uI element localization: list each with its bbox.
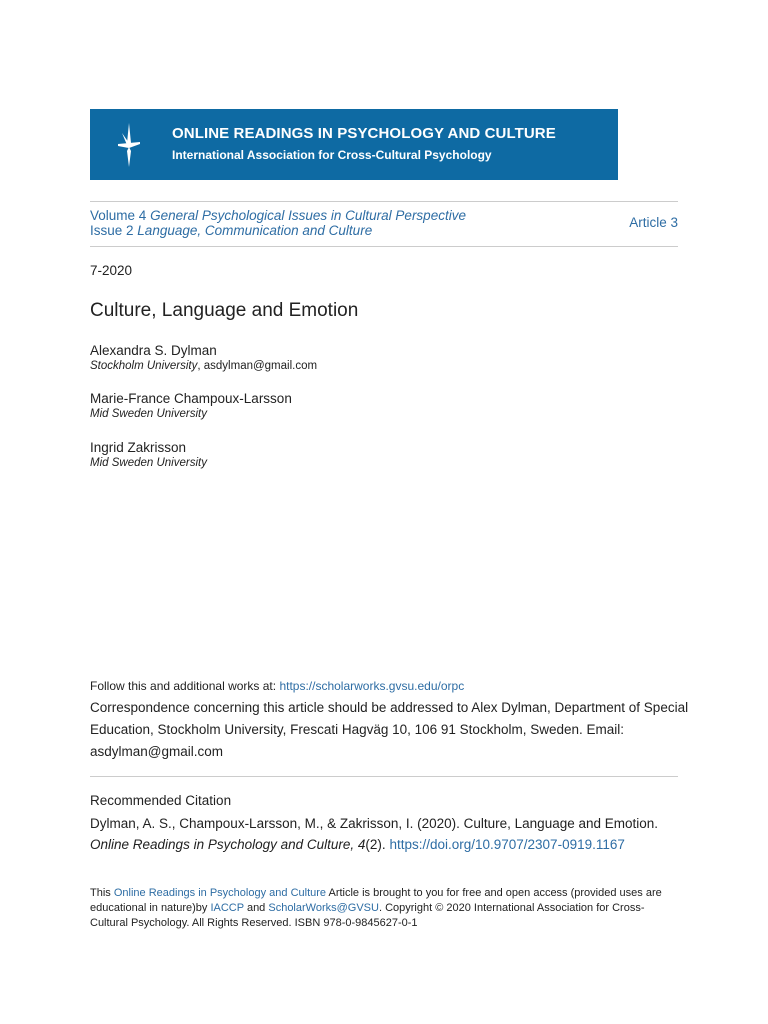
volume-link[interactable]: Volume 4: [90, 208, 147, 223]
article-number-link[interactable]: Article 3: [629, 215, 678, 230]
journal-link[interactable]: Online Readings in Psychology and Culture: [113, 887, 327, 899]
author-block: [90, 439, 207, 471]
correspondence-note: Correspondence concerning this article should be addressed to Alex Dylman, Department of Special Education, Stockholm University, Frescati Hagväg 10, 106 91 Stockholm, Sweden. Email: asdylman@gmail.com: [90, 700, 689, 759]
publication-date: 7-2020: [90, 263, 133, 278]
author-name: Ingrid Zakrisson: [90, 440, 187, 455]
author-block: [90, 390, 292, 422]
author-affiliation: Stockholm University, asdylman@gmail.com: [90, 360, 318, 372]
volume-title-link[interactable]: General Psychological Issues in Cultural Perspective: [150, 208, 466, 223]
author-name: Marie-France Champoux-Larsson: [90, 391, 292, 406]
journal-banner: [90, 109, 618, 180]
recommended-citation: Dylman, A. S., Champoux-Larsson, M., & Zakrisson, I. (2020). Culture, Language and Emotion. Online Readings in Psychology and Culture, 4(2). https://doi.org/10.9707/2307-0919.1167: [90, 816, 659, 852]
copyright-footer: This Online Readings in Psychology and Culture Article is brought to you for free and open access (provided uses are educational in nature)by IACCP and ScholarWorks@GVSU. Copyright © 2020 International Association for Cross-Cultural Psychology. All Rights Reserved. ISBN 978-0-9845627-0-1: [90, 887, 662, 929]
issue-link[interactable]: Issue 2: [90, 223, 134, 238]
scholarworks-link[interactable]: ScholarWorks@GVSU: [268, 902, 379, 914]
citation-heading: Recommended Citation: [90, 793, 232, 808]
volume-issue-info: [90, 208, 466, 238]
author-affiliation: Mid Sweden University: [90, 457, 207, 469]
author-name: Alexandra S. Dylman: [90, 343, 217, 358]
iaccp-link[interactable]: IACCP: [210, 902, 244, 914]
author-affiliation: Mid Sweden University: [90, 408, 207, 420]
divider-volume: [90, 246, 678, 247]
follow-line: Follow this and additional works at: https://scholarworks.gvsu.edu/orpc: [90, 679, 465, 693]
divider-top: [90, 201, 678, 202]
author-email: , asdylman@gmail.com: [197, 360, 318, 372]
journal-title: ONLINE READINGS IN PSYCHOLOGY AND CULTURE: [172, 125, 556, 142]
collection-link[interactable]: https://scholarworks.gvsu.edu/orpc: [279, 679, 465, 693]
journal-publisher: International Association for Cross-Cultural Psychology: [172, 148, 492, 162]
divider-citation: [90, 776, 678, 777]
author-block: [90, 342, 317, 374]
article-title: Culture, Language and Emotion: [90, 300, 359, 321]
doi-link[interactable]: https://doi.org/10.9707/2307-0919.1167: [389, 837, 625, 852]
compass-star-icon: [114, 121, 144, 169]
issue-title-link[interactable]: Language, Communication and Culture: [137, 223, 373, 238]
citation-journal: Online Readings in Psychology and Culture, 4: [90, 837, 366, 852]
